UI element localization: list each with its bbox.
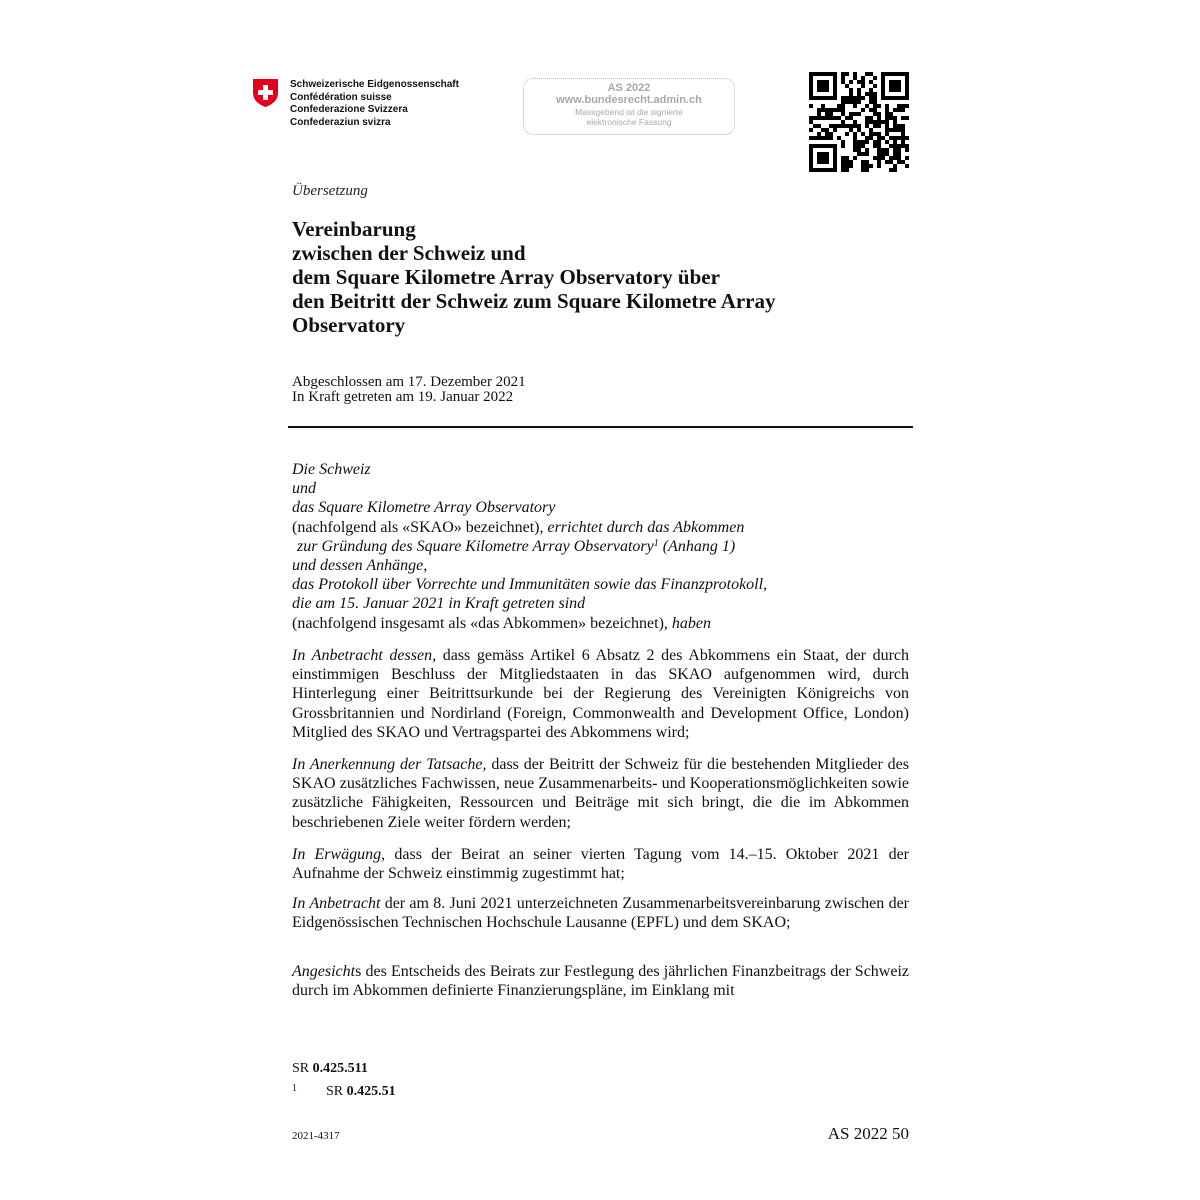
in-force-date: In Kraft getreten am 19. Januar 2022: [292, 389, 514, 405]
stamp-note-2: elektronische Fassung: [586, 117, 672, 127]
recital-text: s des Entscheids des Beirats zur Festlegung des jährlichen Finanzbeitrags der Schweiz durch im Abkommen definierte Finanzierungspläne, im Einklang mit: [292, 963, 909, 1000]
footnote: [292, 1080, 396, 1100]
preamble-line: die am 15. Januar 2021 in Kraft getreten sind: [292, 595, 586, 613]
confederation-rm: Confederaziun svizra: [290, 116, 391, 128]
confederation-name: [290, 79, 459, 129]
preamble-line: das Square Kilometre Array Observatory: [292, 499, 556, 517]
stamp-note-1: Massgebend ist die signierte: [575, 107, 683, 117]
confederation-fr: Confédération suisse: [290, 91, 392, 103]
title-line: zwischen der Schweiz und: [292, 241, 526, 265]
stamp-as-number: AS 2022: [607, 82, 651, 94]
recital-lead: In Erwägung,: [292, 846, 386, 863]
title-line: dem Square Kilometre Array Observatory über: [292, 265, 720, 289]
recital-text: dass der Beirat an seiner vierten Tagung vom 14.–15. Oktober 2021 der Aufnahme der Schweiz einstimmig zugestimmt hat;: [292, 846, 910, 883]
preamble-text: zur Gründung des Square Kilometre Array Observatory: [297, 537, 654, 555]
official-stamp: [523, 78, 735, 135]
footnote-prefix: SR: [326, 1084, 347, 1099]
document-title: [292, 217, 902, 337]
preamble-text: (Anhang 1): [658, 537, 736, 555]
preamble-line: und: [292, 480, 316, 498]
preamble-text: (nachfolgend als «SKAO» bezeichnet),: [292, 518, 548, 536]
recital-lead: In Anbetracht: [292, 895, 381, 912]
recital-paragraph: [292, 962, 909, 1000]
preamble-text: haben: [671, 614, 711, 632]
confederation-de: Schweizerische Eidgenossenschaft: [290, 79, 459, 90]
recital-paragraph: [292, 646, 909, 742]
preamble-line: [292, 614, 767, 633]
qr-code-icon: [809, 72, 909, 172]
preamble-text: (nachfolgend insgesamt als «das Abkommen» bezeichnet),: [292, 614, 672, 632]
preamble-line: [292, 518, 767, 537]
recital-lead: In Anerkennung der Tatsache,: [292, 756, 487, 773]
preamble-line: [292, 537, 767, 556]
divider: [288, 426, 913, 428]
title-line: Vereinbarung: [292, 217, 416, 241]
document-number: 2021-4317: [292, 1130, 340, 1142]
swiss-cross-icon: [252, 78, 279, 108]
sr-prefix: SR: [292, 1061, 313, 1076]
stamp-url[interactable]: www.bundesrecht.admin.ch: [556, 94, 702, 106]
as-reference: AS 2022 50: [827, 1124, 909, 1143]
recital-lead: In Anbetracht dessen,: [292, 647, 437, 664]
preamble-line: Die Schweiz: [292, 461, 371, 478]
date-info: [292, 375, 526, 405]
translation-label: Übersetzung: [292, 183, 368, 199]
footnote-number: 1: [292, 1083, 297, 1094]
sr-number[interactable]: 0.425.511: [312, 1061, 368, 1076]
recital-text: dass gemäss Artikel 6 Absatz 2 des Abkommens ein Staat, der durch einstimmigen Beschluss der Mitgliedstaaten in das SKAO aufgenommen wird, durch Hinterlegung einer Beitrittsurkunde bei der Regierung des Vereinigten Königreichs von Grossbritannien und Nordirland (Foreign, Commonwealth and Development Office, London) Mitglied des SKAO und Vertragspartei des Abkommens wird;: [292, 647, 909, 741]
confederation-it: Confederazione Svizzera: [290, 104, 408, 115]
title-line: Observatory: [292, 313, 406, 337]
recital-paragraph: [292, 755, 909, 832]
recital-text: dass der Beitritt der Schweiz für die bestehenden Mitglieder des SKAO zusätzliches Fachwissen, neue Zusammenarbeits- und Kooperationsmöglichkeiten sowie zusätzliche Fähigkeiten, Ressourcen und Beiträge mit sich bringt, die die im Abkommen beschriebenen Ziele weiter fördern werden;: [292, 756, 909, 831]
recital-paragraph: [292, 894, 909, 932]
footnote-ref[interactable]: 1: [653, 537, 659, 549]
footnote-sr-number[interactable]: 0.425.51: [346, 1084, 396, 1099]
concluded-date: Abgeschlossen am 17. Dezember 2021: [292, 374, 526, 390]
recital-text: der am 8. Juni 2021 unterzeichneten Zusammenarbeitsvereinbarung zwischen der Eidgenössischen Technischen Hochschule Lausanne (EPFL) und dem SKAO;: [292, 895, 909, 932]
preamble-line: und dessen Anhänge,: [292, 557, 428, 575]
title-line: den Beitritt der Schweiz zum Square Kilometre Array: [292, 289, 776, 313]
preamble-line: das Protokoll über Vorrechte und Immunitäten sowie das Finanzprotokoll,: [292, 576, 768, 594]
preamble-text: errichtet durch das Abkommen: [547, 518, 745, 536]
preamble: [292, 460, 767, 633]
recital-paragraph: [292, 845, 909, 883]
recital-lead: Angesicht: [292, 963, 356, 980]
sr-reference: [292, 1060, 368, 1077]
